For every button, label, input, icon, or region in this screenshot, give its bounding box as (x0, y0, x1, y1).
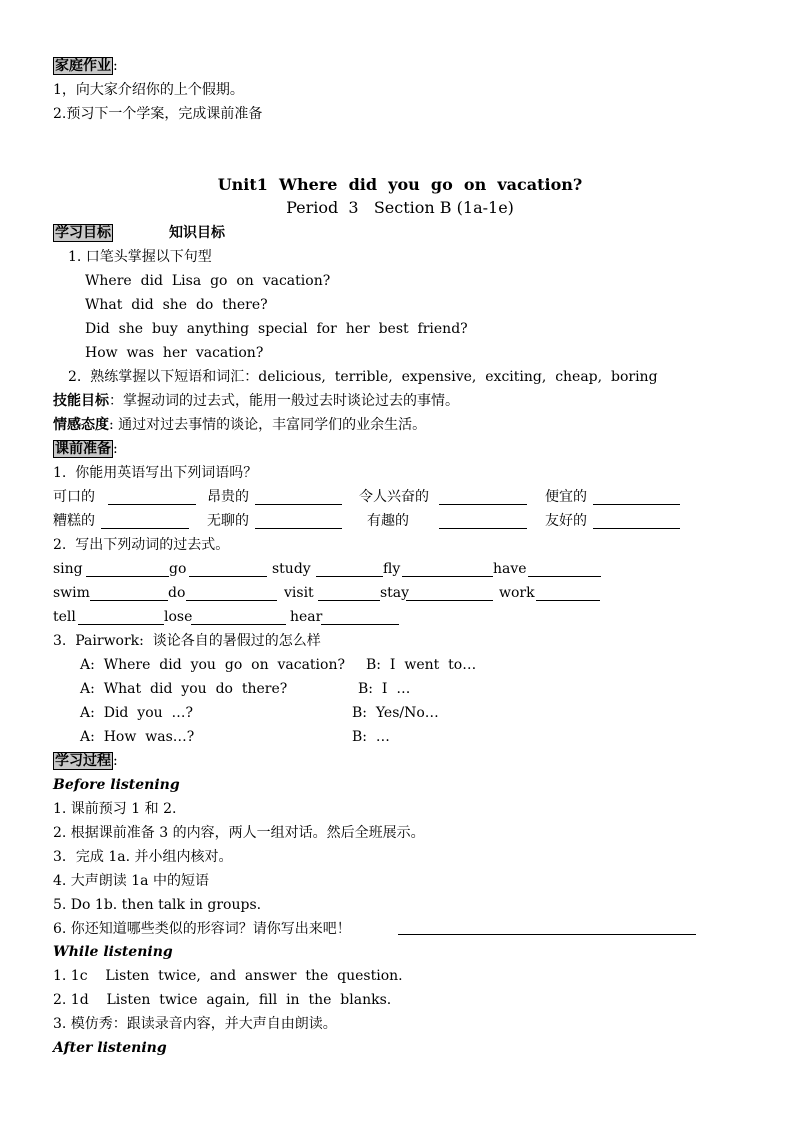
prep-heading-line: 课前准备 : (55, 441, 118, 457)
process-heading-line: 学习过程 : (55, 753, 118, 769)
skill-label: 技能目标 (53, 393, 109, 409)
sentence-4: How was her vacation? (85, 345, 264, 361)
before-item-4: 4. 大声朗读 1a 中的短语 (53, 873, 209, 889)
dialog-a-1: A: Where did you go on vacation? (80, 657, 345, 673)
emotion-label: 情感态度 (53, 417, 109, 433)
homework-item-1: 1，向大家介绍你的上个假期。 (53, 82, 244, 98)
before-item-2: 2. 根据课前准备 3 的内容，两人一组对话。然后全班展示。 (53, 825, 425, 841)
sentence-1: Where did Lisa go on vacation? (85, 273, 331, 289)
answer-blank[interactable] (593, 490, 680, 505)
answer-blank[interactable] (255, 514, 342, 529)
answer-blank[interactable] (86, 562, 169, 577)
answer-blank[interactable] (191, 610, 286, 625)
answer-blank[interactable] (439, 490, 527, 505)
objective-item-1: 1. 口笔头掌握以下句型 (68, 249, 212, 265)
homework-item-2: 2.预习下一个学案，完成课前准备 (53, 106, 263, 122)
objectives-heading: 学习目标 (55, 225, 111, 241)
verbs-row-1: sing go study fly have (0, 560, 800, 580)
after-listening-heading: After listening (53, 1040, 167, 1056)
dialog-a-3: A: Did you …? (80, 705, 194, 721)
answer-blank[interactable] (593, 514, 680, 529)
answer-blank[interactable] (189, 562, 267, 577)
prep-question-3: 3. Pairwork: 谈论各自的暑假过的怎么样 (53, 633, 321, 649)
answer-blank[interactable] (536, 586, 600, 601)
answer-blank[interactable] (318, 586, 380, 601)
unit-title: Unit1 Where did you go on vacation? (217, 175, 583, 194)
adjectives-answer-blank[interactable] (398, 920, 696, 935)
process-heading: 学习过程 (55, 753, 111, 769)
emotion-goal: 情感态度: 通过对过去事情的谈论，丰富同学们的业余生活。 (53, 417, 427, 433)
homework-heading: 家庭作业 (55, 58, 111, 74)
homework-heading-line: 家庭作业 : (55, 58, 118, 74)
before-item-6: 6. 你还知道哪些类似的形容词？请你写出来吧！ (53, 921, 351, 937)
prep-question-1: 1. 你能用英语写出下列词语吗？ (53, 465, 258, 481)
while-item-1: 1. 1c Listen twice, and answer the question. (53, 968, 403, 984)
knowledge-label: 知识目标 (169, 225, 225, 241)
dialog-a-4: A: How was…? (80, 729, 195, 745)
answer-blank[interactable] (316, 562, 383, 577)
vocab-row-1: 可口的 昂贵的 令人兴奋的 便宜的 (0, 488, 800, 508)
verbs-row-2: swim do visit stay work (0, 584, 800, 604)
answer-blank[interactable] (406, 586, 493, 601)
answer-blank[interactable] (255, 490, 342, 505)
answer-blank[interactable] (101, 514, 189, 529)
dialog-a-2: A: What did you do there? (80, 681, 288, 697)
objectives-heading-line (53, 224, 225, 242)
answer-blank[interactable] (186, 586, 277, 601)
dialog-b-4: B: … (352, 729, 390, 745)
before-listening-heading: Before listening (53, 777, 180, 793)
before-item-3: 3．完成 1a. 并小组内核对。 (53, 849, 233, 865)
answer-blank[interactable] (78, 610, 164, 625)
dialog-b-3: B: Yes/No… (352, 705, 439, 721)
answer-blank[interactable] (108, 490, 196, 505)
sentence-2: What did she do there? (85, 297, 268, 313)
answer-blank[interactable] (439, 514, 527, 529)
before-item-5: 5. Do 1b. then talk in groups. (53, 897, 262, 913)
answer-blank[interactable] (90, 586, 168, 601)
sentence-3: Did she buy anything special for her best friend? (85, 321, 468, 337)
prep-heading: 课前准备 (55, 441, 111, 457)
answer-blank[interactable] (528, 562, 601, 577)
vocab-row-2: 糟糕的 无聊的 有趣的 友好的 (0, 512, 800, 532)
prep-question-2: 2. 写出下列动词的过去式。 (53, 537, 230, 553)
while-item-2: 2. 1d Listen twice again, fill in the blanks. (53, 992, 392, 1008)
before-item-1: 1. 课前预习 1 和 2. (53, 801, 177, 817)
answer-blank[interactable] (402, 562, 493, 577)
period-title: Period 3 Section B (1a-1e) (286, 198, 514, 217)
answer-blank[interactable] (321, 610, 399, 625)
dialog-b-2: B: I … (358, 681, 411, 697)
dialog-b-1: B: I went to… (366, 657, 477, 673)
verbs-row-3: tell lose hear (0, 608, 800, 628)
skill-goal: 技能目标：掌握动词的过去式，能用一般过去时谈论过去的事情。 (53, 393, 459, 409)
objective-item-2: 2. 熟练掌握以下短语和词汇：delicious, terrible, expensive, exciting, cheap, boring (68, 369, 658, 385)
while-item-3: 3. 模仿秀：跟读录音内容，并大声自由朗读。 (53, 1016, 337, 1032)
while-listening-heading: While listening (53, 944, 173, 960)
